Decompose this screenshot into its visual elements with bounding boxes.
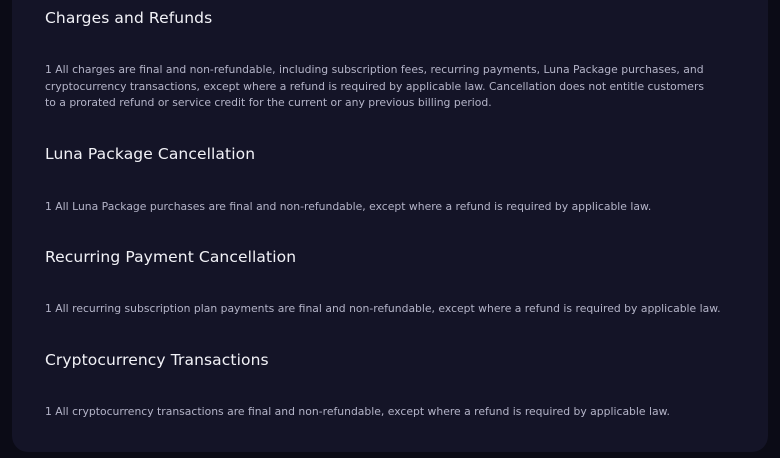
section-title-luna-package-cancellation: Luna Package Cancellation xyxy=(45,145,256,163)
section-body-cryptocurrency-transactions: 1 All cryptocurrency transactions are final and non-refundable, except where a refund is required by applicable law. xyxy=(45,405,670,418)
section-title-recurring-payment-cancellation: Recurring Payment Cancellation xyxy=(45,248,297,266)
section-title-cryptocurrency-transactions: Cryptocurrency Transactions xyxy=(45,351,269,369)
section-body-luna-package-cancellation: 1 All Luna Package purchases are final and non-refundable, except where a refund is required by applicable law. xyxy=(45,200,652,213)
section-body-recurring-payment-cancellation: 1 All recurring subscription plan payments are final and non-refundable, except where a refund is required by applicable law. xyxy=(45,302,721,315)
section-body-charges-and-refunds: 1 All charges are final and non-refundable, including subscription fees, recurring payments, Luna Package purchases, and cryptocurrency transactions, except where a refund is required by applicable law. Cancellation does not entitle customers to a prorated refund or service credit for the current or any previous billing period. xyxy=(45,63,705,109)
section-title-charges-and-refunds: Charges and Refunds xyxy=(45,9,213,27)
